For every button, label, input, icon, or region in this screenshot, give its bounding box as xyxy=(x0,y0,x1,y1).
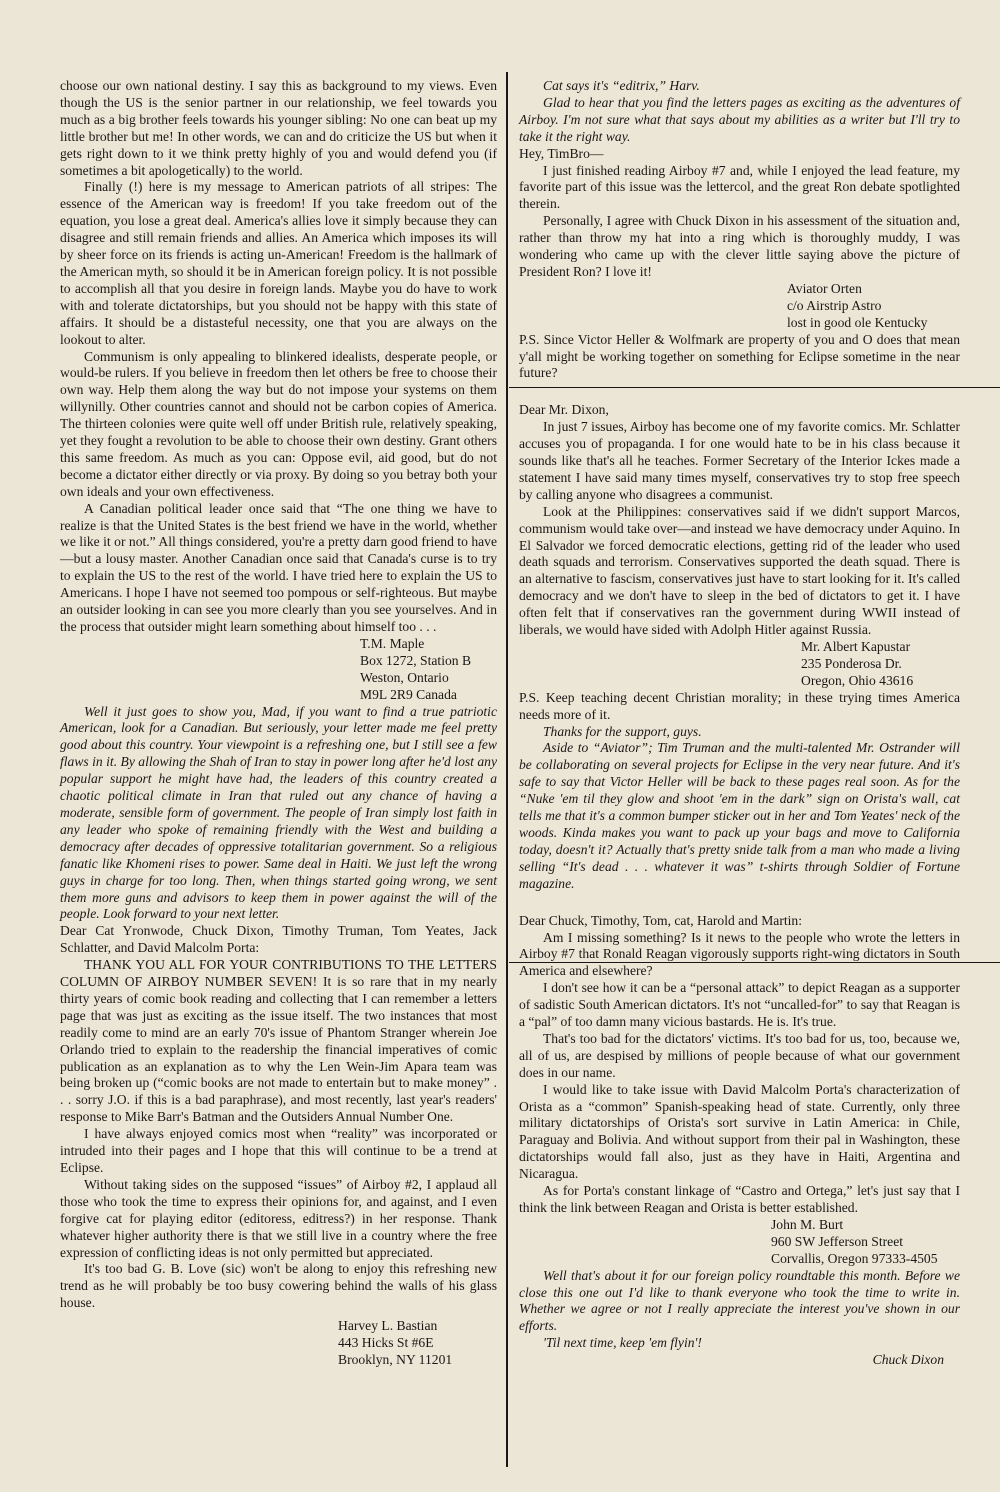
signature-line: Aviator Orten xyxy=(787,280,862,296)
letter-paragraph: It's too bad G. B. Love (sic) won't be along to enjoy this refreshing new trend as he will probably be too busy cowering behind the walls of his glass house. xyxy=(60,1261,497,1311)
letter-paragraph: Personally, I agree with Chuck Dixon in his assessment of the situation and, rather than throw my hat into a ring which is thoroughly muddy, I was wondering who came up with the clever little saying above the picture of President Ron? I love it! xyxy=(519,213,960,279)
letter-paragraph: A Canadian political leader once said that “The one thing we have to realize is that the United States is the best friend we have in the world, whether we like it or not.” All things considered, you're a pretty darn good friend to have—but a lousy master. Another Canadian once said that Canada's curse is to try to explain the US to the rest of the world. I have tried here to explain the US to Americans. I hope I have not seemed too pompous or self-righteous. But maybe an outsider looking in can see you more clearly than you see yourselves. And in the process that outsider might learn something about himself too . . . xyxy=(60,500,497,634)
postscript: P.S. Since Victor Heller & Wolfmark are property of you and O does that mean y'all might be working together on something for Eclipse sometime in the near future? xyxy=(519,331,960,381)
closing-note: Well that's about it for our foreign policy roundtable this month. Before we close this one out I'd like to thank everyone who took the time to write in. Whether we agree or not I really appreciate the interest you've shown in our efforts. xyxy=(519,1267,960,1334)
signature-block xyxy=(519,1217,960,1268)
editor-reply: Thanks for the support, guys. xyxy=(543,723,702,739)
letter-paragraph: In just 7 issues, Airboy has become one of my favorite comics. Mr. Schlatter accuses you of propaganda. I for one would hate to be in his class because it sounds like that's all he teaches. Former Secretary of the Interior Ickes made a statement I have said many times myself, conservatives try to stop free speech by calling anyone who disagrees a communist. xyxy=(519,419,960,502)
signature-line: Oregon, Ohio 43616 xyxy=(801,672,914,688)
letter-paragraph: choose our own national destiny. I say this as background to my views. Even though the US is the senior partner in our relationship, we feel towards you much as a big brother feels towards his younger sibling: No one can beat up my little brother but me! In other words, we can and do criticize the US but when it gets right down to it we think pretty highly of you and would defend you (if sometimes a bit apologetically) to the world. xyxy=(60,78,497,178)
letter-paragraph: I just finished reading Airboy #7 and, while I enjoyed the lead feature, my favorite part of this issue was the lettercol, and the great Ron debate spotlighted therein. xyxy=(519,162,960,212)
signature-line: c/o Airstrip Astro xyxy=(787,297,882,313)
signature-line: M9L 2R9 Canada xyxy=(360,686,457,702)
signature-line: T.M. Maple xyxy=(360,635,425,651)
left-column xyxy=(60,78,497,1369)
signature-line: Box 1272, Station B xyxy=(360,652,472,668)
signature-line: 960 SW Jefferson Street xyxy=(771,1233,904,1249)
signature-line: Harvey L. Bastian xyxy=(338,1318,438,1334)
signature-line: Weston, Ontario xyxy=(360,669,449,685)
signature-block xyxy=(60,636,497,704)
editor-reply: Glad to hear that you find the letters pages as exciting as the adventures of Airboy. I'm not sure what that says about my abilities as a writer but I'll try to take it the right way. xyxy=(519,94,960,144)
signature-block xyxy=(519,281,960,332)
signature-line: 443 Hicks St #6E xyxy=(338,1335,434,1351)
salutation: Dear Chuck, Timothy, Tom, cat, Harold and Martin: xyxy=(519,912,802,928)
editor-reply: Well it just goes to show you, Mad, if you want to find a true patriotic American, look for a Canadian. But seriously, your letter made me feel pretty good about this country. Your viewpoint is a refreshing one, but I still see a few flaws in it. By allowing the Shah of Iran to stay in power long after he'd lost any popular support he might have had, the leaders of this country created a chaotic political climate in Iran that ruled out any chance of having a moderate, sensible form of government. The people of Iran simply lost faith in any leader who spoke of remaining friendly with the West and building a democracy after decades of oppressive totalitarian government. So a religious fanatic like Khomeni rises to power. Same deal in Haiti. We just left the wrong guys in charge for too long. Then, when things started going wrong, we sent them more guns and advisors to keep them in power against the will of the people. Look forward to your next letter. xyxy=(60,703,497,922)
postscript: P.S. Keep teaching decent Christian morality; in these trying times America needs more of it. xyxy=(519,689,960,722)
right-column xyxy=(519,78,960,1369)
letter-paragraph: THANK YOU ALL FOR YOUR CONTRIBUTIONS TO THE LETTERS COLUMN OF AIRBOY NUMBER SEVEN! It is so rare that in my nearly thirty years of comic book reading and collecting that I can remember a letters page that was just as exciting as the issue itself. The two instances that most readily come to mind are an early 70's issue of Phantom Stranger wherein Joe Orlando tried to explain to the readership the financial imperatives of comic publication as an explanation as to why the Len Wein-Jim Apara team was being broken up (“comic books are not made to entertain but to make money” . . . sorry J.O. if this is a bad paraphrase), and most recently, last year's readers' response to Mike Barr's Batman and the Outsiders Annual Number One. xyxy=(60,957,497,1125)
salutation: Dear Cat Yronwode, Chuck Dixon, Timothy Truman, Tom Yeates, Jack Schlatter, and David Malcolm Porta: xyxy=(60,923,497,956)
column-rule xyxy=(506,72,508,1467)
editor-signature: Chuck Dixon xyxy=(872,1352,944,1368)
letter-paragraph: Look at the Philippines: conservatives said if we didn't support Marcos, communism would take over—and instead we have democracy under Aquino. In El Salvador we forced democratic elections, getting rid of the leader who used death squads and terrorism. Conservatives supported the death squad. There is an alternative to fascism, conservatives just have to start looking for it. It's called democracy and we don't have to sleep in the bed of dictators to get it. I have often felt that if conservatives ran the government during WWII instead of liberals, we would have sided with Adolph Hitler against Russia. xyxy=(519,503,960,638)
salutation: Dear Mr. Dixon, xyxy=(519,402,609,418)
signature-line: lost in good ole Kentucky xyxy=(787,314,928,330)
letter-paragraph: I don't see how it can be a “personal attack” to depict Reagan as a supporter of sadistic South American dictators. It's not “uncalled-for” to say that Reagan is a “pal” of too damn many vicious bastards. He is. It's true. xyxy=(519,980,960,1030)
signature-line: Mr. Albert Kapustar xyxy=(801,639,911,654)
letter-paragraph: That's too bad for the dictators' victims. It's too bad for us, too, because we, all of us, are despised by millions of people because of what our government does in our name. xyxy=(519,1030,960,1080)
signature-line: Corvallis, Oregon 97333-4505 xyxy=(771,1250,938,1266)
signature-block xyxy=(60,1318,497,1369)
letter-paragraph: I have always enjoyed comics most when “reality” was incorporated or intruded into their pages and I hope that this will continue to be a trend at Eclipse. xyxy=(60,1126,497,1175)
letter-paragraph: Communism is only appealing to blinkered idealists, desperate people, or would-be rulers. If you believe in freedom then let others be free to choose their own way. Help them along the way but do not impose your systems on them willynilly. Other countries cannot and should not be carbon copies of America. The thirteen colonies were quite well off under British rule, relatively speaking, yet they fought a revolution to be able to choose their own destiny. Grant others this same freedom. As much as you can: Oppose evil, aid good, but do not become a dictator either directly or via proxy. By doing so you betray both your own ideals and your own effectiveness. xyxy=(60,348,497,499)
signature-line: John M. Burt xyxy=(771,1216,844,1232)
letter-paragraph: I would like to take issue with David Malcolm Porta's characterization of Orista as a “common” Spanish-speaking head of state. Currently, only three military dictatorships of Orista's sort survive in Latin America: in Chile, Paraguay and Bolivia. And without support from their pal in Washington, these dictatorships would fall also, just as they have in Haiti, Argentina and Nicaragua. xyxy=(519,1081,960,1182)
letter-paragraph: Am I missing something? Is it news to the people who wrote the letters in Airboy #7 that Ronald Reagan vigorously supports right-wing dictators in South America and elsewhere? xyxy=(519,929,960,979)
signature-block xyxy=(519,639,960,690)
closing-note: 'Til next time, keep 'em flyin'! xyxy=(543,1335,702,1351)
signature-line: Brooklyn, NY 11201 xyxy=(338,1351,453,1367)
signature-line: 235 Ponderosa Dr. xyxy=(801,655,902,671)
letter-paragraph: Finally (!) here is my message to American patriots of all stripes: The essence of the American way is freedom! If you take freedom out of the equation, you lose a great deal. America's allies love it simply because they can disagree and still remain friends and allies. An America which imposes its will by sheer force on its friends is acting un-American! Freedom is the hallmark of the American myth, so should it be in American foreign policy. It is not possible to accomplish all that you desire in foreign lands. Maybe you do have to work with and tolerate dictatorships, but you should not be happy with this state of affairs. It should be a distasteful necessity, one that you are always on the lookout to alter. xyxy=(60,179,497,347)
editor-reply: Cat says it's “editrix,” Harv. xyxy=(543,78,700,93)
editor-reply: Aside to “Aviator”; Tim Truman and the multi-talented Mr. Ostrander will be collaborating on several projects for Eclipse in the very near future. And it's safe to say that Victor Heller will be back to these pages real soon. As for the “Nuke 'em til they glow and shoot 'em in the dark” sign on Orista's wall, cat tells me that it's a common bumper sticker out in her and Tom Yeates' neck of the woods. Kinda makes you want to pack up your bags and move to California today, doesn't it? Actually that's pretty snide talk from a man who made a living selling “It's dead . . . whatever it was” t-shirts through Soldier of Fortune magazine. xyxy=(519,740,960,891)
salutation: Hey, TimBro— xyxy=(519,145,604,161)
letter-paragraph: As for Porta's constant linkage of “Castro and Ortega,” let's just say that I think the link between Reagan and Orista is better established. xyxy=(519,1183,960,1215)
letter-paragraph: Without taking sides on the supposed “issues” of Airboy #2, I applaud all those who took the time to express their opinions for, and against, and I even forgive cat for playing editor (editoress, editress?) in her response. Thank whatever higher authority there is that we still live in a country where the free expression of conflicting ideas is not only permitted but appreciated. xyxy=(60,1176,497,1260)
